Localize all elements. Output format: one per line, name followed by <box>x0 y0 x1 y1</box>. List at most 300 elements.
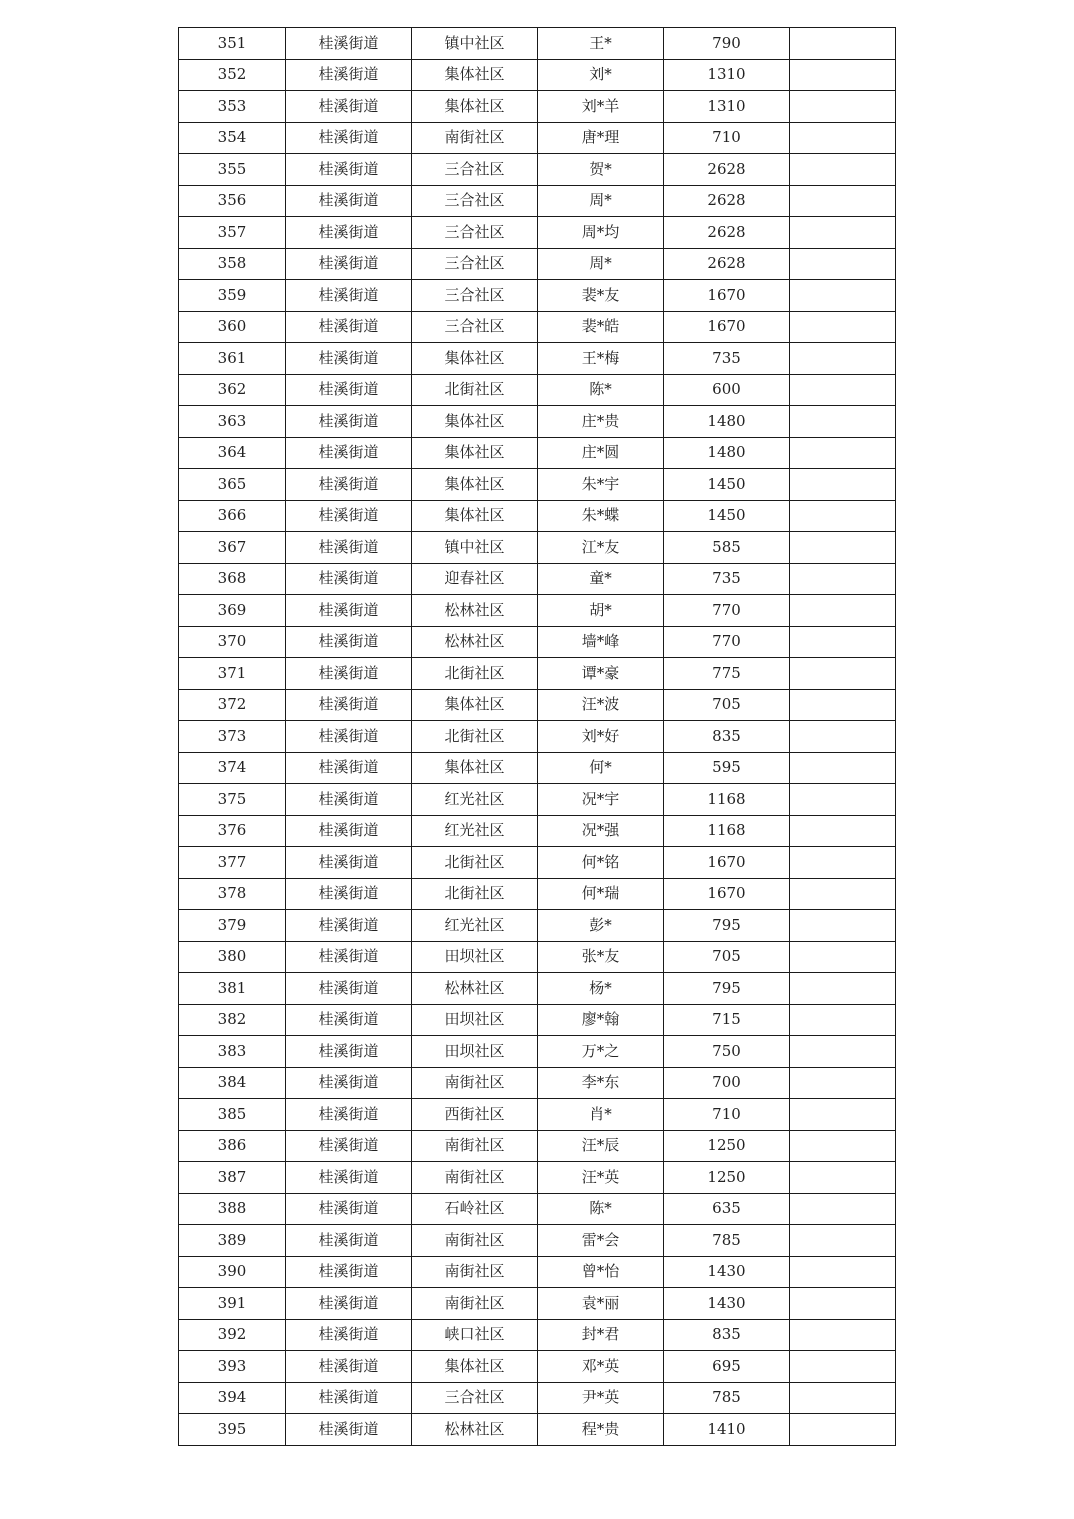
community-cell: 集体社区 <box>412 689 538 721</box>
table-row <box>179 752 896 784</box>
amount-cell: 1310 <box>664 59 790 91</box>
name-cell: 李*东 <box>538 1067 664 1099</box>
community-cell: 北街社区 <box>412 658 538 690</box>
community-cell: 田坝社区 <box>412 1036 538 1068</box>
amount-cell: 1670 <box>664 311 790 343</box>
community-cell: 北街社区 <box>412 374 538 406</box>
name-cell: 朱*蝶 <box>538 500 664 532</box>
amount-cell: 750 <box>664 1036 790 1068</box>
row-number-cell: 361 <box>179 343 286 375</box>
note-cell <box>790 1319 896 1351</box>
amount-cell: 2628 <box>664 185 790 217</box>
street-cell: 桂溪街道 <box>286 784 412 816</box>
street-cell: 桂溪街道 <box>286 689 412 721</box>
community-cell: 镇中社区 <box>412 532 538 564</box>
row-number-cell: 357 <box>179 217 286 249</box>
amount-cell: 735 <box>664 563 790 595</box>
amount-cell: 705 <box>664 689 790 721</box>
row-number-cell: 394 <box>179 1382 286 1414</box>
street-cell: 桂溪街道 <box>286 154 412 186</box>
note-cell <box>790 1288 896 1320</box>
row-number-cell: 354 <box>179 122 286 154</box>
street-cell: 桂溪街道 <box>286 500 412 532</box>
amount-cell: 1450 <box>664 469 790 501</box>
name-cell: 汪*英 <box>538 1162 664 1194</box>
note-cell <box>790 154 896 186</box>
note-cell <box>790 910 896 942</box>
table-body <box>179 28 896 1446</box>
name-cell: 况*宇 <box>538 784 664 816</box>
row-number-cell: 386 <box>179 1130 286 1162</box>
data-table <box>178 27 896 1446</box>
community-cell: 集体社区 <box>412 343 538 375</box>
row-number-cell: 382 <box>179 1004 286 1036</box>
table-row <box>179 532 896 564</box>
street-cell: 桂溪街道 <box>286 122 412 154</box>
table-row <box>179 878 896 910</box>
street-cell: 桂溪街道 <box>286 280 412 312</box>
name-cell: 雷*会 <box>538 1225 664 1257</box>
community-cell: 西街社区 <box>412 1099 538 1131</box>
row-number-cell: 363 <box>179 406 286 438</box>
row-number-cell: 362 <box>179 374 286 406</box>
street-cell: 桂溪街道 <box>286 752 412 784</box>
table-row <box>179 280 896 312</box>
table-row <box>179 626 896 658</box>
community-cell: 集体社区 <box>412 437 538 469</box>
community-cell: 红光社区 <box>412 815 538 847</box>
table-row <box>179 469 896 501</box>
note-cell <box>790 1130 896 1162</box>
community-cell: 松林社区 <box>412 626 538 658</box>
amount-cell: 2628 <box>664 154 790 186</box>
table-row <box>179 1193 896 1225</box>
amount-cell: 1430 <box>664 1256 790 1288</box>
note-cell <box>790 1067 896 1099</box>
amount-cell: 710 <box>664 122 790 154</box>
name-cell: 墙*峰 <box>538 626 664 658</box>
community-cell: 松林社区 <box>412 595 538 627</box>
amount-cell: 1670 <box>664 847 790 879</box>
amount-cell: 2628 <box>664 217 790 249</box>
note-cell <box>790 1162 896 1194</box>
community-cell: 南街社区 <box>412 1288 538 1320</box>
name-cell: 万*之 <box>538 1036 664 1068</box>
table-row <box>179 311 896 343</box>
name-cell: 汪*辰 <box>538 1130 664 1162</box>
amount-cell: 635 <box>664 1193 790 1225</box>
row-number-cell: 373 <box>179 721 286 753</box>
amount-cell: 2628 <box>664 248 790 280</box>
street-cell: 桂溪街道 <box>286 1067 412 1099</box>
street-cell: 桂溪街道 <box>286 185 412 217</box>
row-number-cell: 352 <box>179 59 286 91</box>
note-cell <box>790 1036 896 1068</box>
name-cell: 刘*好 <box>538 721 664 753</box>
street-cell: 桂溪街道 <box>286 1319 412 1351</box>
row-number-cell: 375 <box>179 784 286 816</box>
street-cell: 桂溪街道 <box>286 1130 412 1162</box>
table-row <box>179 1067 896 1099</box>
table-row <box>179 1382 896 1414</box>
table-row <box>179 1130 896 1162</box>
table-row <box>179 500 896 532</box>
name-cell: 杨* <box>538 973 664 1005</box>
note-cell <box>790 343 896 375</box>
amount-cell: 595 <box>664 752 790 784</box>
community-cell: 集体社区 <box>412 91 538 123</box>
community-cell: 三合社区 <box>412 1382 538 1414</box>
note-cell <box>790 973 896 1005</box>
street-cell: 桂溪街道 <box>286 1288 412 1320</box>
street-cell: 桂溪街道 <box>286 815 412 847</box>
amount-cell: 1168 <box>664 784 790 816</box>
table-row <box>179 1225 896 1257</box>
row-number-cell: 388 <box>179 1193 286 1225</box>
name-cell: 庄*圆 <box>538 437 664 469</box>
table-row <box>179 1319 896 1351</box>
street-cell: 桂溪街道 <box>286 626 412 658</box>
name-cell: 周* <box>538 248 664 280</box>
note-cell <box>790 500 896 532</box>
table-row <box>179 91 896 123</box>
name-cell: 唐*理 <box>538 122 664 154</box>
street-cell: 桂溪街道 <box>286 217 412 249</box>
community-cell: 北街社区 <box>412 721 538 753</box>
street-cell: 桂溪街道 <box>286 406 412 438</box>
community-cell: 集体社区 <box>412 752 538 784</box>
community-cell: 松林社区 <box>412 973 538 1005</box>
street-cell: 桂溪街道 <box>286 1099 412 1131</box>
street-cell: 桂溪街道 <box>286 248 412 280</box>
note-cell <box>790 122 896 154</box>
street-cell: 桂溪街道 <box>286 343 412 375</box>
note-cell <box>790 878 896 910</box>
note-cell <box>790 1351 896 1383</box>
row-number-cell: 379 <box>179 910 286 942</box>
street-cell: 桂溪街道 <box>286 1036 412 1068</box>
table-row <box>179 689 896 721</box>
note-cell <box>790 752 896 784</box>
community-cell: 南街社区 <box>412 1256 538 1288</box>
community-cell: 南街社区 <box>412 1067 538 1099</box>
row-number-cell: 364 <box>179 437 286 469</box>
street-cell: 桂溪街道 <box>286 1193 412 1225</box>
amount-cell: 1450 <box>664 500 790 532</box>
name-cell: 何*铭 <box>538 847 664 879</box>
amount-cell: 1250 <box>664 1130 790 1162</box>
note-cell <box>790 406 896 438</box>
amount-cell: 835 <box>664 721 790 753</box>
street-cell: 桂溪街道 <box>286 59 412 91</box>
row-number-cell: 383 <box>179 1036 286 1068</box>
row-number-cell: 384 <box>179 1067 286 1099</box>
name-cell: 曾*怡 <box>538 1256 664 1288</box>
note-cell <box>790 437 896 469</box>
amount-cell: 1310 <box>664 91 790 123</box>
amount-cell: 600 <box>664 374 790 406</box>
name-cell: 汪*波 <box>538 689 664 721</box>
amount-cell: 775 <box>664 658 790 690</box>
note-cell <box>790 185 896 217</box>
amount-cell: 1410 <box>664 1414 790 1446</box>
amount-cell: 705 <box>664 941 790 973</box>
name-cell: 何*瑞 <box>538 878 664 910</box>
community-cell: 南街社区 <box>412 1225 538 1257</box>
row-number-cell: 367 <box>179 532 286 564</box>
row-number-cell: 390 <box>179 1256 286 1288</box>
row-number-cell: 356 <box>179 185 286 217</box>
note-cell <box>790 563 896 595</box>
table-row <box>179 154 896 186</box>
community-cell: 北街社区 <box>412 878 538 910</box>
note-cell <box>790 1225 896 1257</box>
name-cell: 贺* <box>538 154 664 186</box>
name-cell: 庄*贵 <box>538 406 664 438</box>
amount-cell: 695 <box>664 1351 790 1383</box>
row-number-cell: 374 <box>179 752 286 784</box>
name-cell: 童* <box>538 563 664 595</box>
community-cell: 北街社区 <box>412 847 538 879</box>
note-cell <box>790 1256 896 1288</box>
street-cell: 桂溪街道 <box>286 91 412 123</box>
name-cell: 张*友 <box>538 941 664 973</box>
table-row <box>179 847 896 879</box>
amount-cell: 1480 <box>664 406 790 438</box>
row-number-cell: 353 <box>179 91 286 123</box>
row-number-cell: 378 <box>179 878 286 910</box>
row-number-cell: 369 <box>179 595 286 627</box>
name-cell: 刘* <box>538 59 664 91</box>
note-cell <box>790 689 896 721</box>
amount-cell: 710 <box>664 1099 790 1131</box>
name-cell: 封*君 <box>538 1319 664 1351</box>
amount-cell: 790 <box>664 28 790 60</box>
note-cell <box>790 59 896 91</box>
street-cell: 桂溪街道 <box>286 1256 412 1288</box>
note-cell <box>790 721 896 753</box>
amount-cell: 715 <box>664 1004 790 1036</box>
name-cell: 廖*翰 <box>538 1004 664 1036</box>
table-row <box>179 185 896 217</box>
table-row <box>179 28 896 60</box>
community-cell: 南街社区 <box>412 122 538 154</box>
row-number-cell: 351 <box>179 28 286 60</box>
community-cell: 红光社区 <box>412 910 538 942</box>
street-cell: 桂溪街道 <box>286 595 412 627</box>
table-row <box>179 437 896 469</box>
table-row <box>179 343 896 375</box>
street-cell: 桂溪街道 <box>286 469 412 501</box>
note-cell <box>790 374 896 406</box>
name-cell: 谭*豪 <box>538 658 664 690</box>
row-number-cell: 365 <box>179 469 286 501</box>
note-cell <box>790 815 896 847</box>
amount-cell: 795 <box>664 910 790 942</box>
amount-cell: 785 <box>664 1225 790 1257</box>
name-cell: 王* <box>538 28 664 60</box>
community-cell: 田坝社区 <box>412 1004 538 1036</box>
row-number-cell: 371 <box>179 658 286 690</box>
row-number-cell: 376 <box>179 815 286 847</box>
street-cell: 桂溪街道 <box>286 28 412 60</box>
name-cell: 裴*皓 <box>538 311 664 343</box>
name-cell: 尹*英 <box>538 1382 664 1414</box>
table-row <box>179 721 896 753</box>
name-cell: 陈* <box>538 374 664 406</box>
note-cell <box>790 532 896 564</box>
table-row <box>179 59 896 91</box>
name-cell: 朱*宇 <box>538 469 664 501</box>
row-number-cell: 358 <box>179 248 286 280</box>
note-cell <box>790 1193 896 1225</box>
table-row <box>179 248 896 280</box>
row-number-cell: 380 <box>179 941 286 973</box>
row-number-cell: 366 <box>179 500 286 532</box>
name-cell: 邓*英 <box>538 1351 664 1383</box>
community-cell: 集体社区 <box>412 469 538 501</box>
note-cell <box>790 1099 896 1131</box>
name-cell: 况*强 <box>538 815 664 847</box>
amount-cell: 700 <box>664 1067 790 1099</box>
community-cell: 南街社区 <box>412 1162 538 1194</box>
row-number-cell: 393 <box>179 1351 286 1383</box>
amount-cell: 1430 <box>664 1288 790 1320</box>
community-cell: 田坝社区 <box>412 941 538 973</box>
note-cell <box>790 941 896 973</box>
amount-cell: 770 <box>664 595 790 627</box>
community-cell: 集体社区 <box>412 500 538 532</box>
amount-cell: 1480 <box>664 437 790 469</box>
name-cell: 袁*丽 <box>538 1288 664 1320</box>
community-cell: 峡口社区 <box>412 1319 538 1351</box>
table-row <box>179 815 896 847</box>
name-cell: 刘*羊 <box>538 91 664 123</box>
street-cell: 桂溪街道 <box>286 878 412 910</box>
community-cell: 镇中社区 <box>412 28 538 60</box>
street-cell: 桂溪街道 <box>286 1004 412 1036</box>
note-cell <box>790 1414 896 1446</box>
amount-cell: 835 <box>664 1319 790 1351</box>
amount-cell: 585 <box>664 532 790 564</box>
note-cell <box>790 784 896 816</box>
table-row <box>179 1036 896 1068</box>
community-cell: 三合社区 <box>412 248 538 280</box>
name-cell: 程*贵 <box>538 1414 664 1446</box>
street-cell: 桂溪街道 <box>286 658 412 690</box>
row-number-cell: 391 <box>179 1288 286 1320</box>
row-number-cell: 370 <box>179 626 286 658</box>
community-cell: 集体社区 <box>412 406 538 438</box>
amount-cell: 1250 <box>664 1162 790 1194</box>
note-cell <box>790 595 896 627</box>
name-cell: 胡* <box>538 595 664 627</box>
row-number-cell: 355 <box>179 154 286 186</box>
amount-cell: 785 <box>664 1382 790 1414</box>
table-row <box>179 1004 896 1036</box>
note-cell <box>790 217 896 249</box>
street-cell: 桂溪街道 <box>286 941 412 973</box>
row-number-cell: 368 <box>179 563 286 595</box>
name-cell: 王*梅 <box>538 343 664 375</box>
street-cell: 桂溪街道 <box>286 910 412 942</box>
table-row <box>179 658 896 690</box>
name-cell: 裴*友 <box>538 280 664 312</box>
table-row <box>179 406 896 438</box>
community-cell: 南街社区 <box>412 1130 538 1162</box>
community-cell: 三合社区 <box>412 185 538 217</box>
community-cell: 三合社区 <box>412 311 538 343</box>
note-cell <box>790 91 896 123</box>
note-cell <box>790 248 896 280</box>
row-number-cell: 389 <box>179 1225 286 1257</box>
note-cell <box>790 847 896 879</box>
table-row <box>179 122 896 154</box>
row-number-cell: 360 <box>179 311 286 343</box>
street-cell: 桂溪街道 <box>286 1414 412 1446</box>
table-row <box>179 217 896 249</box>
community-cell: 集体社区 <box>412 59 538 91</box>
community-cell: 松林社区 <box>412 1414 538 1446</box>
table-row <box>179 784 896 816</box>
amount-cell: 735 <box>664 343 790 375</box>
row-number-cell: 395 <box>179 1414 286 1446</box>
name-cell: 肖* <box>538 1099 664 1131</box>
table-row <box>179 1256 896 1288</box>
table-row <box>179 1099 896 1131</box>
note-cell <box>790 658 896 690</box>
street-cell: 桂溪街道 <box>286 1225 412 1257</box>
note-cell <box>790 469 896 501</box>
note-cell <box>790 28 896 60</box>
name-cell: 何* <box>538 752 664 784</box>
street-cell: 桂溪街道 <box>286 532 412 564</box>
street-cell: 桂溪街道 <box>286 374 412 406</box>
table-row <box>179 1288 896 1320</box>
table-row <box>179 374 896 406</box>
street-cell: 桂溪街道 <box>286 1162 412 1194</box>
table-row <box>179 1162 896 1194</box>
community-cell: 三合社区 <box>412 280 538 312</box>
community-cell: 三合社区 <box>412 154 538 186</box>
table-row <box>179 595 896 627</box>
note-cell <box>790 1004 896 1036</box>
street-cell: 桂溪街道 <box>286 847 412 879</box>
table-row <box>179 1414 896 1446</box>
name-cell: 陈* <box>538 1193 664 1225</box>
row-number-cell: 381 <box>179 973 286 1005</box>
name-cell: 彭* <box>538 910 664 942</box>
table-row <box>179 1351 896 1383</box>
note-cell <box>790 311 896 343</box>
community-cell: 红光社区 <box>412 784 538 816</box>
street-cell: 桂溪街道 <box>286 721 412 753</box>
street-cell: 桂溪街道 <box>286 1382 412 1414</box>
name-cell: 江*友 <box>538 532 664 564</box>
street-cell: 桂溪街道 <box>286 973 412 1005</box>
row-number-cell: 372 <box>179 689 286 721</box>
note-cell <box>790 280 896 312</box>
street-cell: 桂溪街道 <box>286 1351 412 1383</box>
street-cell: 桂溪街道 <box>286 437 412 469</box>
row-number-cell: 359 <box>179 280 286 312</box>
amount-cell: 1670 <box>664 878 790 910</box>
community-cell: 迎春社区 <box>412 563 538 595</box>
amount-cell: 1168 <box>664 815 790 847</box>
row-number-cell: 377 <box>179 847 286 879</box>
community-cell: 石岭社区 <box>412 1193 538 1225</box>
street-cell: 桂溪街道 <box>286 563 412 595</box>
